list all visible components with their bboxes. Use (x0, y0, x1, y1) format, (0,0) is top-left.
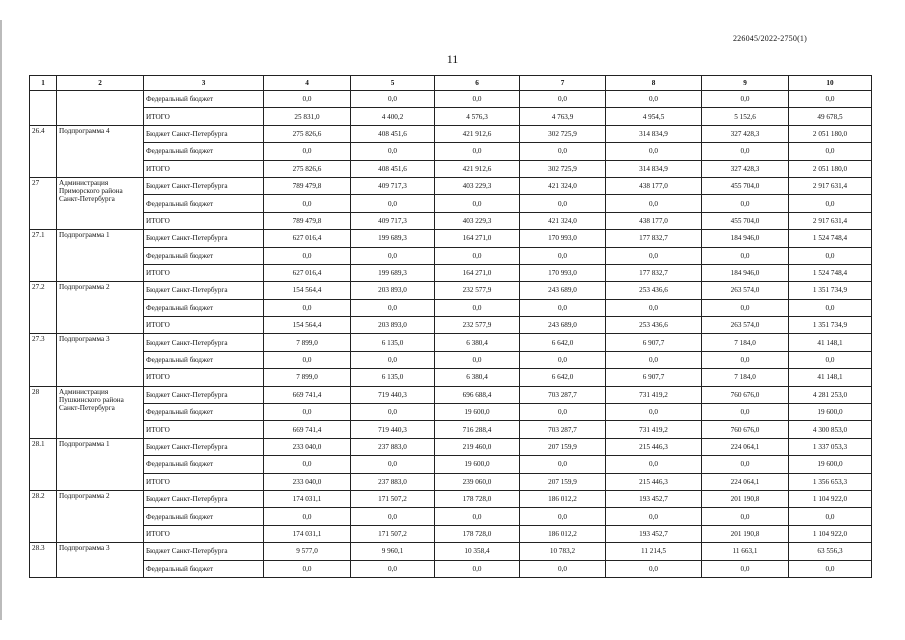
amount-cell: 327 428,3 (702, 125, 789, 142)
table-row (30, 543, 872, 560)
table-row (30, 525, 872, 542)
amount-cell: 421 912,6 (435, 160, 520, 177)
amount-cell: 174 031,1 (264, 490, 351, 507)
amount-cell: 19 600,0 (435, 404, 520, 421)
amount-cell: 219 460,0 (435, 438, 520, 455)
row-number-cell: 28.2 (30, 490, 57, 542)
table-row (30, 473, 872, 490)
amount-cell: 63 556,3 (789, 543, 872, 560)
amount-cell: 0,0 (606, 404, 702, 421)
amount-cell: 0,0 (702, 456, 789, 473)
table-row (30, 143, 872, 160)
amount-cell: 0,0 (520, 91, 606, 108)
amount-cell: 0,0 (351, 351, 435, 368)
amount-cell: 199 689,3 (351, 230, 435, 247)
amount-cell: 0,0 (606, 456, 702, 473)
amount-cell: 0,0 (520, 456, 606, 473)
amount-cell: 0,0 (520, 508, 606, 525)
row-number-cell: 28.3 (30, 543, 57, 578)
amount-cell: 154 564,4 (264, 282, 351, 299)
amount-cell: 0,0 (264, 404, 351, 421)
amount-cell: 11 214,5 (606, 543, 702, 560)
funding-source-cell: Бюджет Санкт-Петербурга (144, 543, 264, 560)
funding-source-cell: Федеральный бюджет (144, 299, 264, 316)
amount-cell: 275 826,6 (264, 125, 351, 142)
amount-cell: 0,0 (351, 560, 435, 577)
amount-cell: 0,0 (606, 299, 702, 316)
amount-cell: 263 574,0 (702, 282, 789, 299)
amount-cell: 302 725,9 (520, 160, 606, 177)
amount-cell: 0,0 (606, 195, 702, 212)
amount-cell: 9 960,1 (351, 543, 435, 560)
funding-source-cell: Бюджет Санкт-Петербурга (144, 125, 264, 142)
amount-cell: 1 337 053,3 (789, 438, 872, 455)
table-row (30, 264, 872, 281)
row-number-cell (30, 91, 57, 126)
amount-cell: 186 012,2 (520, 525, 606, 542)
amount-cell: 6 642,0 (520, 334, 606, 351)
table-row (30, 386, 872, 403)
amount-cell: 0,0 (789, 508, 872, 525)
amount-cell: 6 907,7 (606, 369, 702, 386)
amount-cell: 0,0 (435, 351, 520, 368)
amount-cell: 0,0 (702, 143, 789, 160)
amount-cell: 0,0 (789, 91, 872, 108)
row-number-cell: 27.1 (30, 230, 57, 282)
amount-cell: 10 783,2 (520, 543, 606, 560)
amount-cell: 0,0 (702, 404, 789, 421)
amount-cell: 41 148,1 (789, 369, 872, 386)
amount-cell: 6 380,4 (435, 369, 520, 386)
amount-cell: 1 351 734,9 (789, 317, 872, 334)
amount-cell: 4 954,5 (606, 108, 702, 125)
amount-cell: 703 287,7 (520, 421, 606, 438)
table-row (30, 317, 872, 334)
amount-cell: 49 678,5 (789, 108, 872, 125)
budget-table (29, 75, 872, 578)
amount-cell: 314 834,9 (606, 160, 702, 177)
amount-cell: 164 271,0 (435, 264, 520, 281)
amount-cell: 253 436,6 (606, 317, 702, 334)
column-header: 9 (702, 76, 789, 91)
amount-cell: 0,0 (702, 247, 789, 264)
amount-cell: 0,0 (351, 91, 435, 108)
funding-source-cell: Федеральный бюджет (144, 351, 264, 368)
amount-cell: 170 993,0 (520, 264, 606, 281)
amount-cell: 19 600,0 (789, 456, 872, 473)
amount-cell: 0,0 (702, 195, 789, 212)
amount-cell: 237 883,0 (351, 438, 435, 455)
amount-cell: 6 907,7 (606, 334, 702, 351)
table-row (30, 299, 872, 316)
amount-cell: 0,0 (702, 508, 789, 525)
amount-cell: 215 446,3 (606, 473, 702, 490)
table-row (30, 351, 872, 368)
table-header-row (30, 76, 872, 91)
program-name-cell: Подпрограмма 1 (57, 438, 144, 490)
amount-cell: 627 016,4 (264, 264, 351, 281)
amount-cell: 2 917 631,4 (789, 177, 872, 194)
amount-cell: 178 728,0 (435, 490, 520, 507)
funding-source-cell: Федеральный бюджет (144, 508, 264, 525)
amount-cell: 237 883,0 (351, 473, 435, 490)
amount-cell: 170 993,0 (520, 230, 606, 247)
table-row (30, 560, 872, 577)
table-row (30, 369, 872, 386)
amount-cell: 6 642,0 (520, 369, 606, 386)
funding-source-cell: Бюджет Санкт-Петербурга (144, 177, 264, 194)
amount-cell: 0,0 (606, 351, 702, 368)
amount-cell: 4 400,2 (351, 108, 435, 125)
amount-cell: 0,0 (702, 351, 789, 368)
amount-cell: 4 576,3 (435, 108, 520, 125)
amount-cell: 0,0 (520, 404, 606, 421)
amount-cell: 0,0 (264, 91, 351, 108)
table-row (30, 282, 872, 299)
amount-cell: 25 831,0 (264, 108, 351, 125)
funding-source-cell: Федеральный бюджет (144, 404, 264, 421)
amount-cell: 0,0 (351, 299, 435, 316)
row-number-cell: 27.3 (30, 334, 57, 386)
amount-cell: 263 574,0 (702, 317, 789, 334)
amount-cell: 243 689,0 (520, 317, 606, 334)
amount-cell: 0,0 (351, 247, 435, 264)
amount-cell: 4 281 253,0 (789, 386, 872, 403)
table-row (30, 212, 872, 229)
amount-cell: 177 832,7 (606, 264, 702, 281)
column-header: 2 (57, 76, 144, 91)
amount-cell: 224 064,1 (702, 473, 789, 490)
amount-cell: 0,0 (351, 195, 435, 212)
program-name-cell: Подпрограмма 2 (57, 490, 144, 542)
amount-cell: 1 351 734,9 (789, 282, 872, 299)
funding-source-cell: Федеральный бюджет (144, 456, 264, 473)
amount-cell: 0,0 (606, 247, 702, 264)
funding-source-cell: Бюджет Санкт-Петербурга (144, 230, 264, 247)
amount-cell: 203 893,0 (351, 317, 435, 334)
funding-source-cell: ИТОГО (144, 160, 264, 177)
row-number-cell: 27 (30, 177, 57, 229)
amount-cell: 239 060,0 (435, 473, 520, 490)
column-header: 1 (30, 76, 57, 91)
amount-cell: 253 436,6 (606, 282, 702, 299)
amount-cell: 421 912,6 (435, 125, 520, 142)
amount-cell: 233 040,0 (264, 473, 351, 490)
amount-cell: 154 564,4 (264, 317, 351, 334)
amount-cell: 186 012,2 (520, 490, 606, 507)
amount-cell: 1 524 748,4 (789, 264, 872, 281)
amount-cell: 224 064,1 (702, 438, 789, 455)
column-header: 10 (789, 76, 872, 91)
amount-cell: 0,0 (520, 560, 606, 577)
amount-cell: 789 479,8 (264, 212, 351, 229)
table-row (30, 177, 872, 194)
amount-cell: 6 135,0 (351, 369, 435, 386)
amount-cell: 0,0 (351, 456, 435, 473)
amount-cell: 0,0 (264, 195, 351, 212)
amount-cell: 10 358,4 (435, 543, 520, 560)
amount-cell: 199 689,3 (351, 264, 435, 281)
row-number-cell: 28 (30, 386, 57, 438)
funding-source-cell: ИТОГО (144, 317, 264, 334)
amount-cell: 438 177,0 (606, 177, 702, 194)
program-name-cell: Администрация Пушкинского района Санкт-Петербурга (57, 386, 144, 438)
funding-source-cell: ИТОГО (144, 525, 264, 542)
amount-cell: 41 148,1 (789, 334, 872, 351)
amount-cell: 1 104 922,0 (789, 490, 872, 507)
amount-cell: 174 031,1 (264, 525, 351, 542)
amount-cell: 327 428,3 (702, 160, 789, 177)
amount-cell: 0,0 (606, 508, 702, 525)
table-body (30, 91, 872, 578)
amount-cell: 789 479,8 (264, 177, 351, 194)
amount-cell: 0,0 (264, 508, 351, 525)
funding-source-cell: Федеральный бюджет (144, 143, 264, 160)
amount-cell: 201 190,8 (702, 525, 789, 542)
amount-cell: 2 917 631,4 (789, 212, 872, 229)
amount-cell: 627 016,4 (264, 230, 351, 247)
amount-cell: 0,0 (351, 143, 435, 160)
table-row (30, 230, 872, 247)
table-row (30, 247, 872, 264)
funding-source-cell: Бюджет Санкт-Петербурга (144, 334, 264, 351)
row-number-cell: 27.2 (30, 282, 57, 334)
amount-cell: 1 524 748,4 (789, 230, 872, 247)
amount-cell: 201 190,8 (702, 490, 789, 507)
amount-cell: 232 577,9 (435, 282, 520, 299)
amount-cell: 7 184,0 (702, 369, 789, 386)
amount-cell: 403 229,3 (435, 177, 520, 194)
column-header: 5 (351, 76, 435, 91)
amount-cell: 0,0 (264, 351, 351, 368)
program-name-cell: Подпрограмма 3 (57, 543, 144, 578)
amount-cell: 184 946,0 (702, 230, 789, 247)
amount-cell: 0,0 (435, 247, 520, 264)
amount-cell: 409 717,3 (351, 177, 435, 194)
funding-source-cell: Бюджет Санкт-Петербурга (144, 386, 264, 403)
funding-source-cell: ИТОГО (144, 369, 264, 386)
amount-cell: 408 451,6 (351, 160, 435, 177)
amount-cell: 0,0 (702, 91, 789, 108)
amount-cell: 6 380,4 (435, 334, 520, 351)
amount-cell: 314 834,9 (606, 125, 702, 142)
amount-cell: 5 152,6 (702, 108, 789, 125)
amount-cell: 0,0 (520, 299, 606, 316)
amount-cell: 4 300 853,0 (789, 421, 872, 438)
amount-cell: 669 741,4 (264, 421, 351, 438)
table-row (30, 334, 872, 351)
amount-cell: 0,0 (520, 195, 606, 212)
amount-cell: 243 689,0 (520, 282, 606, 299)
column-header: 6 (435, 76, 520, 91)
amount-cell: 719 440,3 (351, 386, 435, 403)
amount-cell: 0,0 (264, 456, 351, 473)
table-row (30, 160, 872, 177)
amount-cell: 669 741,4 (264, 386, 351, 403)
funding-source-cell: Бюджет Санкт-Петербурга (144, 438, 264, 455)
amount-cell: 0,0 (435, 299, 520, 316)
amount-cell: 11 663,1 (702, 543, 789, 560)
amount-cell: 302 725,9 (520, 125, 606, 142)
column-header: 7 (520, 76, 606, 91)
program-name-cell: Подпрограмма 4 (57, 125, 144, 177)
program-name-cell: Подпрограмма 3 (57, 334, 144, 386)
amount-cell: 0,0 (264, 143, 351, 160)
amount-cell: 177 832,7 (606, 230, 702, 247)
amount-cell: 0,0 (789, 247, 872, 264)
amount-cell: 0,0 (264, 560, 351, 577)
funding-source-cell: ИТОГО (144, 212, 264, 229)
amount-cell: 760 676,0 (702, 386, 789, 403)
amount-cell: 438 177,0 (606, 212, 702, 229)
amount-cell: 275 826,6 (264, 160, 351, 177)
amount-cell: 0,0 (520, 247, 606, 264)
amount-cell: 455 704,0 (702, 212, 789, 229)
amount-cell: 215 446,3 (606, 438, 702, 455)
amount-cell: 0,0 (520, 351, 606, 368)
funding-source-cell: Федеральный бюджет (144, 195, 264, 212)
amount-cell: 7 899,0 (264, 369, 351, 386)
amount-cell: 0,0 (435, 143, 520, 160)
amount-cell: 0,0 (789, 351, 872, 368)
amount-cell: 7 899,0 (264, 334, 351, 351)
amount-cell: 696 688,4 (435, 386, 520, 403)
amount-cell: 0,0 (606, 91, 702, 108)
amount-cell: 178 728,0 (435, 525, 520, 542)
table-row (30, 456, 872, 473)
amount-cell: 0,0 (435, 91, 520, 108)
amount-cell: 7 184,0 (702, 334, 789, 351)
amount-cell: 0,0 (264, 299, 351, 316)
funding-source-cell: ИТОГО (144, 473, 264, 490)
amount-cell: 0,0 (789, 195, 872, 212)
funding-source-cell: Федеральный бюджет (144, 560, 264, 577)
column-header: 4 (264, 76, 351, 91)
amount-cell: 0,0 (435, 508, 520, 525)
amount-cell: 203 893,0 (351, 282, 435, 299)
amount-cell: 760 676,0 (702, 421, 789, 438)
amount-cell: 19 600,0 (435, 456, 520, 473)
amount-cell: 0,0 (520, 143, 606, 160)
amount-cell: 1 104 922,0 (789, 525, 872, 542)
amount-cell: 716 288,4 (435, 421, 520, 438)
scan-margin-line (0, 20, 2, 620)
funding-source-cell: Федеральный бюджет (144, 247, 264, 264)
column-header: 3 (144, 76, 264, 91)
amount-cell: 731 419,2 (606, 386, 702, 403)
amount-cell: 731 419,2 (606, 421, 702, 438)
amount-cell: 0,0 (351, 508, 435, 525)
amount-cell: 0,0 (702, 299, 789, 316)
table-row (30, 438, 872, 455)
table-row (30, 490, 872, 507)
amount-cell: 408 451,6 (351, 125, 435, 142)
amount-cell: 1 356 653,3 (789, 473, 872, 490)
amount-cell: 9 577,0 (264, 543, 351, 560)
funding-source-cell: ИТОГО (144, 264, 264, 281)
amount-cell: 184 946,0 (702, 264, 789, 281)
table-row (30, 108, 872, 125)
amount-cell: 207 159,9 (520, 438, 606, 455)
column-header: 8 (606, 76, 702, 91)
table-row (30, 508, 872, 525)
amount-cell: 455 704,0 (702, 177, 789, 194)
amount-cell: 0,0 (789, 143, 872, 160)
amount-cell: 0,0 (264, 247, 351, 264)
table-row (30, 404, 872, 421)
table-row (30, 125, 872, 142)
amount-cell: 171 507,2 (351, 490, 435, 507)
program-name-cell (57, 91, 144, 126)
program-name-cell: Администрация Приморского района Санкт-Петербурга (57, 177, 144, 229)
amount-cell: 6 135,0 (351, 334, 435, 351)
amount-cell: 409 717,3 (351, 212, 435, 229)
amount-cell: 193 452,7 (606, 490, 702, 507)
table-row (30, 91, 872, 108)
amount-cell: 2 051 180,0 (789, 125, 872, 142)
amount-cell: 0,0 (351, 404, 435, 421)
amount-cell: 0,0 (606, 143, 702, 160)
amount-cell: 207 159,9 (520, 473, 606, 490)
amount-cell: 0,0 (789, 299, 872, 316)
amount-cell: 703 287,7 (520, 386, 606, 403)
amount-cell: 0,0 (789, 560, 872, 577)
table-row (30, 421, 872, 438)
amount-cell: 232 577,9 (435, 317, 520, 334)
amount-cell: 171 507,2 (351, 525, 435, 542)
amount-cell: 421 324,0 (520, 212, 606, 229)
funding-source-cell: Федеральный бюджет (144, 91, 264, 108)
amount-cell: 233 040,0 (264, 438, 351, 455)
amount-cell: 19 600,0 (789, 404, 872, 421)
amount-cell: 0,0 (435, 560, 520, 577)
amount-cell: 164 271,0 (435, 230, 520, 247)
amount-cell: 2 051 180,0 (789, 160, 872, 177)
amount-cell: 193 452,7 (606, 525, 702, 542)
funding-source-cell: Бюджет Санкт-Петербурга (144, 282, 264, 299)
table-row (30, 195, 872, 212)
document-number: 226045/2022-2750(1) (732, 34, 807, 43)
funding-source-cell: ИТОГО (144, 108, 264, 125)
row-number-cell: 28.1 (30, 438, 57, 490)
amount-cell: 403 229,3 (435, 212, 520, 229)
page-number: 11 (446, 52, 459, 66)
funding-source-cell: ИТОГО (144, 421, 264, 438)
funding-source-cell: Бюджет Санкт-Петербурга (144, 490, 264, 507)
amount-cell: 0,0 (606, 560, 702, 577)
program-name-cell: Подпрограмма 2 (57, 282, 144, 334)
amount-cell: 421 324,0 (520, 177, 606, 194)
row-number-cell: 26.4 (30, 125, 57, 177)
amount-cell: 4 763,9 (520, 108, 606, 125)
amount-cell: 719 440,3 (351, 421, 435, 438)
amount-cell: 0,0 (702, 560, 789, 577)
amount-cell: 0,0 (435, 195, 520, 212)
program-name-cell: Подпрограмма 1 (57, 230, 144, 282)
